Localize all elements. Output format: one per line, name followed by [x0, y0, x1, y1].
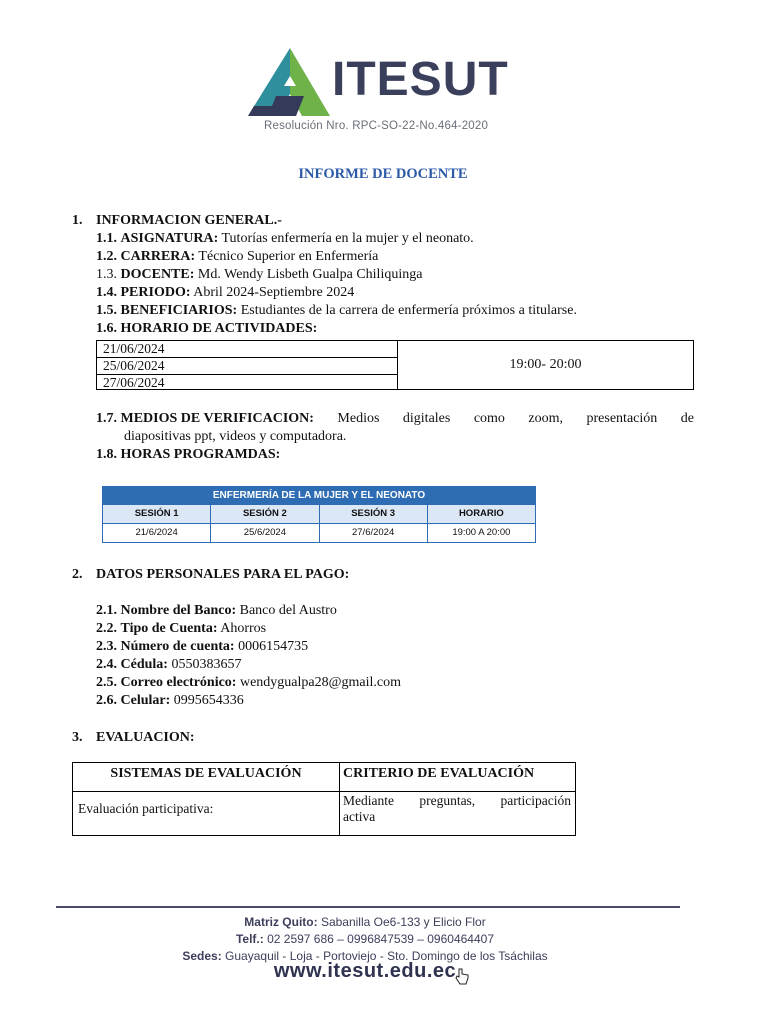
hours-table-cell: 21/6/2024 — [103, 524, 211, 542]
footer-website-link[interactable]: www.itesut.edu.ec — [273, 960, 457, 982]
schedule-table — [96, 340, 694, 390]
itesut-logo — [246, 44, 526, 136]
hours-table-header: HORARIO — [458, 508, 504, 519]
schedule-time: 19:00- 20:00 — [509, 357, 582, 372]
schedule-date: 21/06/2024 — [97, 341, 397, 358]
item-banco: 2.1. Nombre del Banco: Banco del Austro — [96, 603, 337, 618]
section-3-heading: 3. EVALUACION: — [72, 730, 195, 745]
item-asignatura: 1.1. ASIGNATURA: Tutorías enfermería en la mujer y el neonato. — [96, 231, 474, 246]
hours-table-header-row — [103, 505, 535, 524]
hours-table-row — [103, 524, 535, 542]
footer-website-wrap — [0, 960, 730, 983]
item-numero-cuenta: 2.3. Número de cuenta: 0006154735 — [96, 639, 309, 654]
logo-triangle-icon — [246, 46, 332, 118]
footer-address: Matriz Quito: Sabanilla Oe6-133 y Elicio Flor — [244, 915, 486, 929]
evaluation-header-criteria: CRITERIO DE EVALUACIÓN — [343, 766, 535, 781]
item-tipo-cuenta: 2.2. Tipo de Cuenta: Ahorros — [96, 621, 267, 636]
hours-table-header: SESIÓN 2 — [211, 505, 319, 523]
item-beneficiarios: 1.5. BENEFICIARIOS: Estudiantes de la carrera de enfermería próximos a titularse. — [96, 303, 577, 318]
hours-table — [102, 486, 536, 543]
evaluation-criteria-cell: Mediante preguntas, participación activa — [343, 793, 571, 824]
section-2-heading: 2. DATOS PERSONALES PARA EL PAGO: — [72, 567, 350, 582]
footer-phones: Telf.: 02 2597 686 – 0996847539 – 0960464407 — [235, 932, 494, 946]
item-periodo: 1.4. PERIODO: Abril 2024-Septiembre 2024 — [96, 285, 355, 300]
item-horas: 1.8. HORAS PROGRAMDAS: — [96, 447, 281, 462]
schedule-date: 25/06/2024 — [97, 358, 397, 375]
item-carrera: 1.2. CARRERA: Técnico Superior en Enfermería — [96, 249, 379, 264]
section-1-heading: 1. INFORMACION GENERAL.- — [72, 213, 282, 228]
hours-table-header: SESIÓN 3 — [320, 505, 428, 523]
hours-table-cell: 27/6/2024 — [320, 524, 428, 542]
hours-table-header: SESIÓN 1 — [103, 505, 211, 523]
schedule-date: 27/06/2024 — [103, 375, 165, 390]
hours-table-cell: 19:00 A 20:00 — [452, 527, 511, 538]
schedule-dates-column — [97, 341, 398, 389]
hand-cursor-icon — [454, 968, 470, 986]
evaluation-system-cell: Evaluación participativa: — [78, 801, 214, 816]
footer-divider — [56, 906, 680, 908]
item-horario: 1.6. HORARIO DE ACTIVIDADES: — [96, 321, 318, 336]
evaluation-table — [72, 762, 576, 836]
evaluation-header-system: SISTEMAS DE EVALUACIÓN — [110, 766, 302, 781]
item-docente: 1.3. DOCENTE: Md. Wendy Lisbeth Gualpa Chiliquinga — [96, 267, 423, 282]
logo-wordmark: ITESUT — [332, 53, 509, 106]
resolution-text: Resolución Nro. RPC-SO-22-No.464-2020 — [264, 120, 489, 132]
item-cedula: 2.4. Cédula: 0550383657 — [96, 657, 242, 672]
item-verificacion: 1.7. MEDIOS DE VERIFICACION: Medios digitales como zoom, presentación de diapositivas ppt, videos y computadora. — [96, 411, 694, 444]
item-celular: 2.6. Celular: 0995654336 — [96, 693, 244, 708]
page-title: INFORME DE DOCENTE — [298, 166, 468, 182]
hours-table-title: ENFERMERÍA DE LA MUJER Y EL NEONATO — [103, 487, 535, 505]
footer-branches: Sedes: Guayaquil - Loja - Portoviejo - Sto. Domingo de los Tsáchilas — [182, 949, 548, 963]
item-correo: 2.5. Correo electrónico: wendygualpa28@gmail.com — [96, 675, 401, 690]
hours-table-cell: 25/6/2024 — [211, 524, 319, 542]
